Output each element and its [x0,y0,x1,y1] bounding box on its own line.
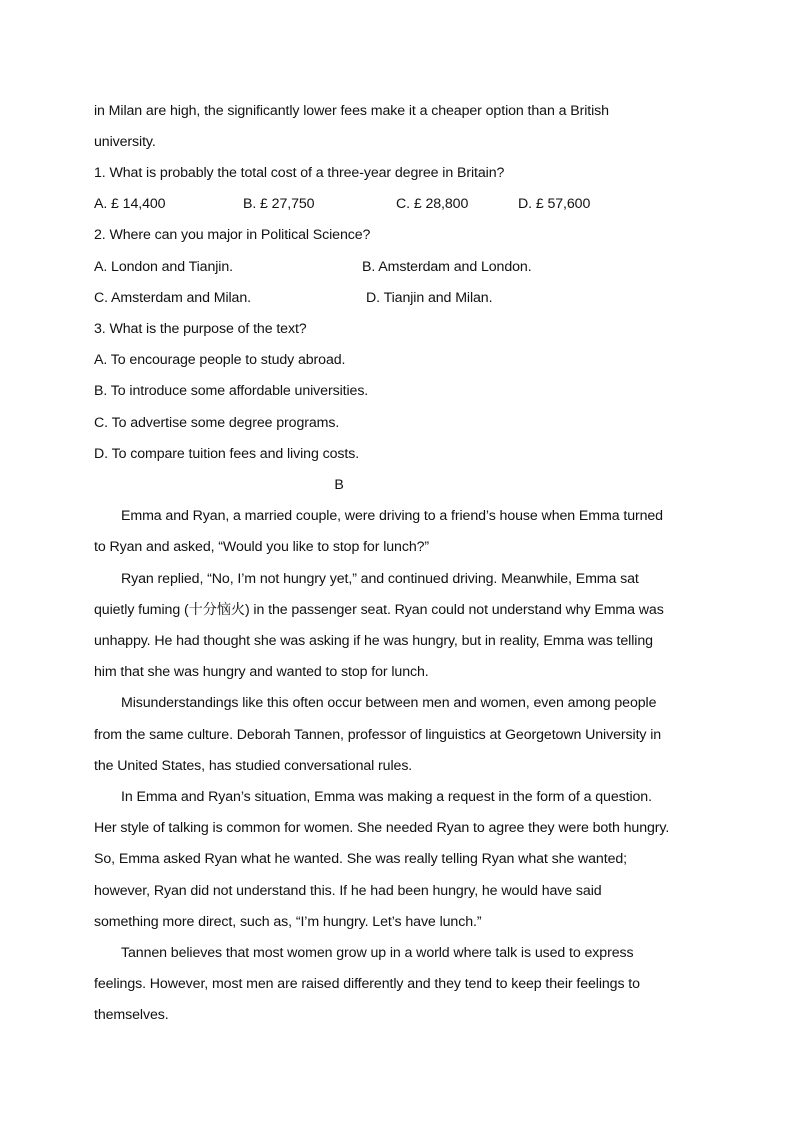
passage-line: quietly fuming (十分恼火) in the passenger seat. Ryan could not understand why Emma was [94,602,664,618]
passage-line: Tannen believes that most women grow up in a world where talk is used to express [121,945,634,961]
q2-option-d: D. Tianjin and Milan. [366,290,493,306]
passage-line: In Emma and Ryan’s situation, Emma was making a request in the form of a question. [121,789,652,805]
q1-option-a: A. £ 14,400 [94,196,166,212]
q3-option-c: C. To advertise some degree programs. [94,415,340,431]
q2-option-b: B. Amsterdam and London. [362,259,532,275]
passage-line: feelings. However, most men are raised differently and they tend to keep their feelings to [94,976,640,992]
intro-line: university. [94,134,156,150]
q1-option-b: B. £ 27,750 [243,196,315,212]
section-label: B [334,477,344,493]
q2-option-c: C. Amsterdam and Milan. [94,290,251,306]
question-1: 1. What is probably the total cost of a three-year degree in Britain? [94,165,505,181]
intro-line: in Milan are high, the significantly lower fees make it a cheaper option than a British [94,103,609,119]
question-2: 2. Where can you major in Political Science? [94,227,371,243]
passage-line: Emma and Ryan, a married couple, were driving to a friend’s house when Emma turned [121,508,663,524]
q1-option-d: D. £ 57,600 [518,196,591,212]
passage-line: Ryan replied, “No, I’m not hungry yet,” and continued driving. Meanwhile, Emma sat [121,571,639,587]
passage-line: the United States, has studied conversational rules. [94,758,413,774]
passage-line: So, Emma asked Ryan what he wanted. She was really telling Ryan what she wanted; [94,851,627,867]
passage-line: themselves. [94,1007,169,1023]
q3-option-a: A. To encourage people to study abroad. [94,352,346,368]
q3-option-d: D. To compare tuition fees and living costs. [94,446,360,462]
q3-option-b: B. To introduce some affordable universities. [94,383,369,399]
passage-line: him that she was hungry and wanted to stop for lunch. [94,664,429,680]
passage-line: something more direct, such as, “I’m hungry. Let’s have lunch.” [94,914,482,930]
question-3: 3. What is the purpose of the text? [94,321,307,337]
passage-line: to Ryan and asked, “Would you like to stop for lunch?” [94,539,430,555]
passage-line: Her style of talking is common for women. She needed Ryan to agree they were both hungry. [94,820,670,836]
q2-option-a: A. London and Tianjin. [94,259,233,275]
passage-line: unhappy. He had thought she was asking if he was hungry, but in reality, Emma was telling [94,633,653,649]
passage-line: Misunderstandings like this often occur between men and women, even among people [121,695,657,711]
q1-option-c: C. £ 28,800 [396,196,469,212]
passage-line: from the same culture. Deborah Tannen, professor of linguistics at Georgetown University in [94,727,662,743]
passage-line: however, Ryan did not understand this. If he had been hungry, he would have said [94,883,602,899]
